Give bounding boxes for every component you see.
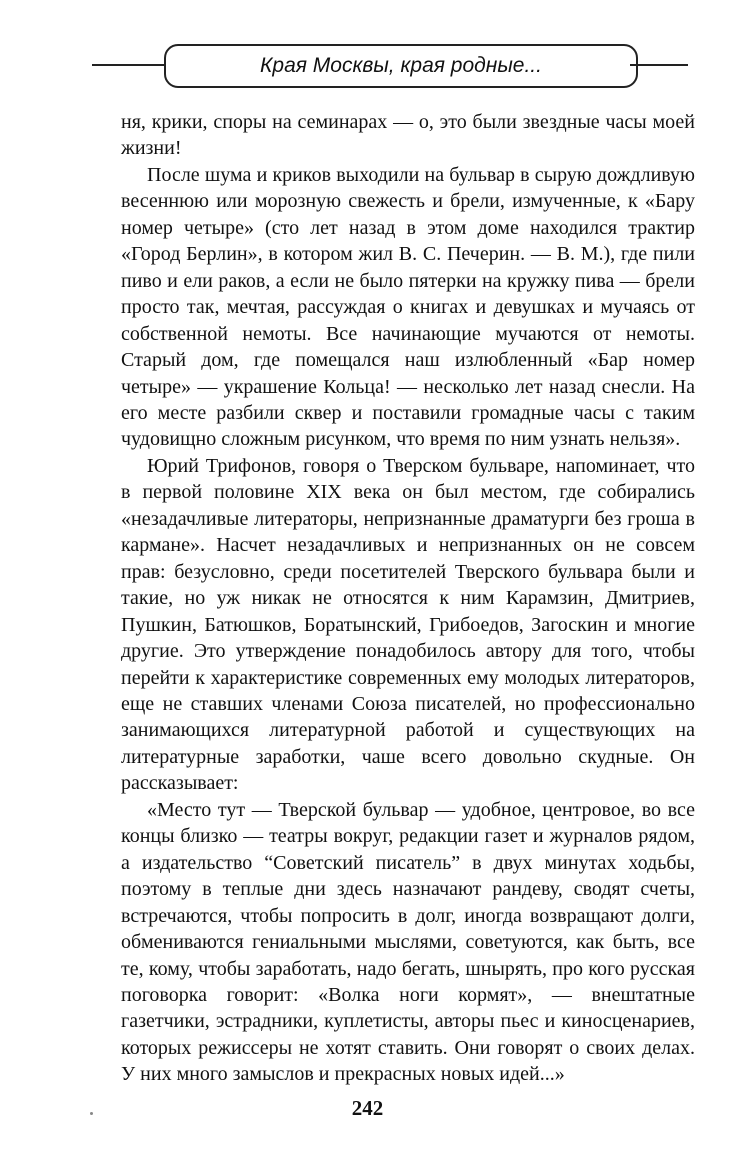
paragraph-quote: «Место тут — Тверской бульвар — удобное, центровое, во все концы близко — театры вокруг, редакции газет и журналов рядом, а издательство “Советский писатель” в двух минутах ходьбы, поэтому в теплые дни здесь назначают рандеву, сводят счеты, встречаются, чтобы попросить в долг, иногда возвращают долги, обмениваются гениальными мыслями, советуются, как быть, все те, кому, чтобы заработать, надо бегать, шнырять, про кого русская поговорка говорит: «Волка ноги кормят», — внештатные газетчики, эстрадники, куплетисты, авторы пьес и киносценариев, которых режиссеры не хотят ставить. Они говорят о своих делах. У них много замыслов и прекрасных новых идей...» [121,798,695,1086]
running-header-title: Края Москвы, края родные... [260,54,542,77]
running-header [70,40,670,90]
paragraph-continued: ня, крики, споры на семинарах — о, это были звездные часы моей жизни! [121,111,695,160]
paragraph: После шума и криков выходили на бульвар в сырую дождливую весеннюю или морозную свежесть и брели, измученные, к «Бару номер четыре» (сто лет назад в этом доме находился трактир «Город Берлин», в котором жил В. С. Печерин. — В. М.), где пили пиво и ели раков, а если не было пятерки на кружку пива — брели просто так, мечтая, рассуждая о книгах и девушках и мучаясь от собственной немоты. Все начинающие мучаются от немоты. Старый дом, где помещался наш излюбленный «Бар номер четыре» — украшение Кольца! — несколько лет назад снесли. На его месте разбили сквер и поставили громадные часы с таким чудовищно сложным рисунком, что время по ним узнать нельзя». [121,163,695,451]
header-frame [164,44,638,88]
paragraph: Юрий Трифонов, говоря о Тверском бульваре, напоминает, что в первой половине XIX века он был местом, где собирались «незадачливые литераторы, непризнанные драматурги без гроша в кармане». Насчет незадачливых и непризнанных он не совсем прав: безусловно, среди посетителей Тверского бульвара были и такие, но уж никак не относятся к ним Карамзин, Дмитриев, Пушкин, Батюшков, Боратынский, Грибоедов, Загоскин и многие другие. Это утверждение понадобилось автору для того, чтобы перейти к характеристике современных ему молодых литераторов, еще не ставших членами Союза писателей, но профессионально занимающихся литературной работой и существующих на литературные заработки, чаше всего довольно скудные. Он рассказывает: [121,454,695,795]
header-rule-right [630,64,688,66]
page-number: 242 [351,1096,384,1120]
scan-speck [90,1112,93,1115]
page-body [121,109,695,1088]
